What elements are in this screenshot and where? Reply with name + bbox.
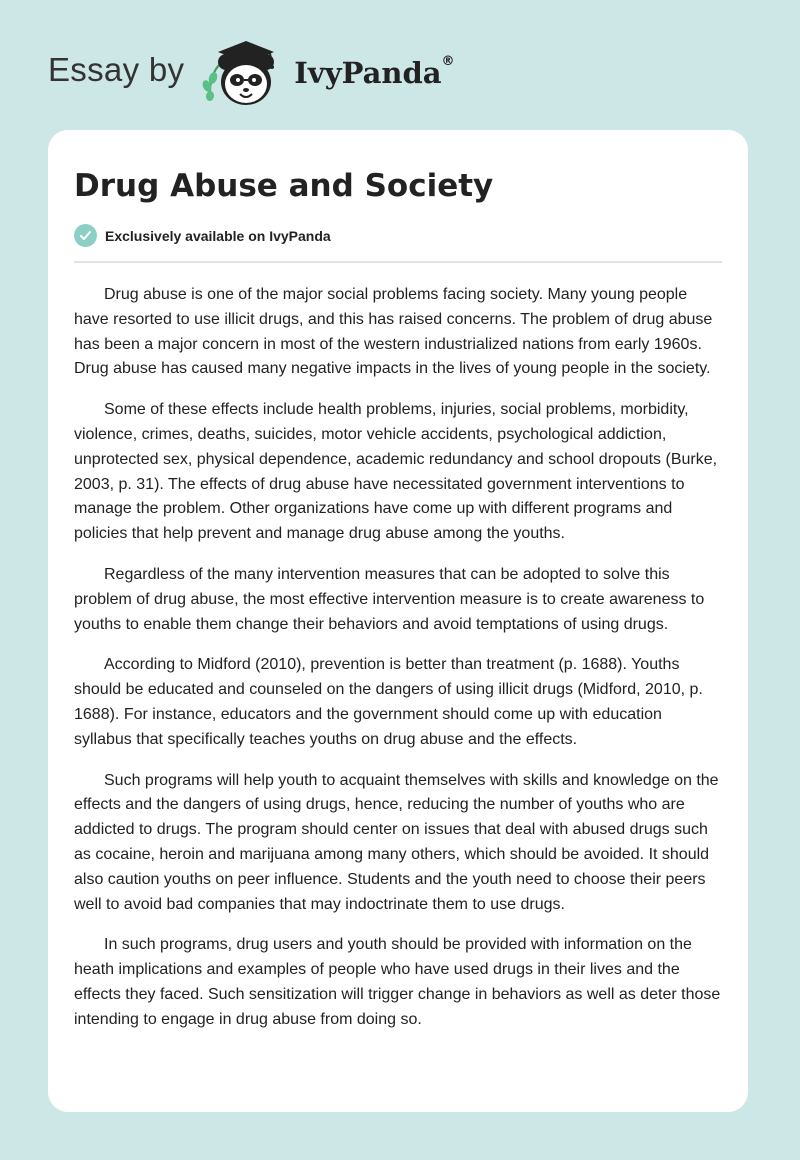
check-icon (74, 224, 97, 247)
exclusive-badge (74, 224, 722, 247)
brand-name: IvyPanda® (294, 54, 455, 90)
paragraph: Some of these effects include health problems, injuries, social problems, morbidity, violence, crimes, deaths, suicides, motor vehicle accidents, psychological addiction, unprotected sex, physical dependence, academic redundancy and school dropouts (Burke, 2003, p. 31). The effects of drug abuse have necessitated government interventions to manage the problem. Other organizations have come up with different programs and policies that help prevent and manage drug abuse among the youths. (74, 401, 718, 543)
paragraph: In such programs, drug users and youth should be provided with information on the heath implications and examples of people who have used drugs in their lives and the effects they faced. Such sensitization will trigger change in behaviors as well as deter those intending to engage in drug abuse from doing so. (74, 936, 721, 1028)
paragraph: Such programs will help youth to acquaint themselves with skills and knowledge on the effects and the dangers of using drugs, hence, reducing the number of youths who are addicted to drugs. The program should center on issues that deal with abused drugs such as cocaine, heroin and marijuana among many others, which should be avoided. It should also caution youths on peer influence. Students and the youth need to choose their peers well to avoid bad companies that may indoctrinate them to use drugs. (74, 771, 719, 913)
essay-card (48, 130, 748, 1112)
paragraph: Drug abuse is one of the major social problems facing society. Many young people have resorted to use illicit drugs, and this has raised concerns. The problem of drug abuse has been a major concern in most of the western industrialized nations from early 1960s. Drug abuse has caused many negative impacts in the lives of young people in the society. (74, 286, 713, 378)
divider (74, 261, 722, 263)
essay-by-label: Essay by (48, 51, 185, 88)
exclusive-badge-text: Exclusively available on IvyPanda (105, 227, 331, 244)
registered-mark: ® (441, 54, 455, 69)
essay-body (74, 283, 722, 1033)
site-header (48, 36, 455, 108)
paragraph: Regardless of the many intervention measures that can be adopted to solve this problem of drug abuse, the most effective intervention measure is to create awareness to youths to enable them change their behaviors and avoid temptations of using drugs. (74, 565, 705, 633)
paragraph: According to Midford (2010), prevention is better than treatment (p. 1688). Youths should be educated and counseled on the dangers of using illicit drugs (Midford, 2010, p. 1688). For instance, educators and the government should come up with education syllabus that specifically teaches youths on drug abuse and the effects. (74, 656, 703, 748)
page-title: Drug Abuse and Society (74, 168, 494, 204)
panda-graduate-icon (198, 36, 290, 108)
